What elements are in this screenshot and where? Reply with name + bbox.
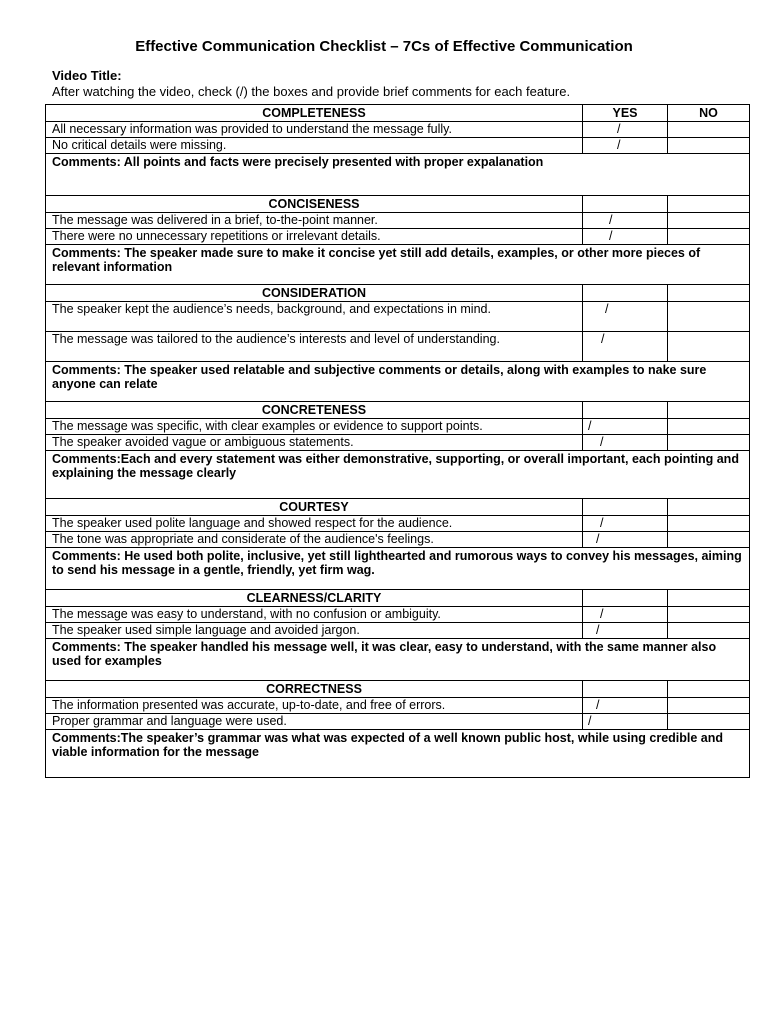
section-header-consideration — [46, 285, 750, 302]
checklist-row — [46, 229, 750, 245]
no-checkbox[interactable] — [668, 698, 750, 714]
no-checkbox[interactable] — [668, 122, 750, 138]
yes-checkbox[interactable] — [583, 419, 668, 435]
section-heading: CONCISENESS — [46, 196, 583, 213]
comment-row — [46, 730, 750, 778]
yes-checkbox[interactable] — [583, 607, 668, 623]
no-checkbox[interactable] — [668, 229, 750, 245]
no-column-header: NO — [668, 105, 750, 122]
checklist-row — [46, 213, 750, 229]
comment-text[interactable]: Comments: The speaker handled his message well, it was clear, easy to understand, with the same manner also used for examples — [46, 639, 750, 681]
criterion-text: The message was tailored to the audience’s interests and level of understanding. — [46, 332, 583, 362]
section-header-conciseness — [46, 196, 750, 213]
comment-text[interactable]: Comments: The speaker used relatable and subjective comments or details, along with examples to nake sure anyone can relate — [46, 362, 750, 402]
checklist-row — [46, 302, 750, 332]
no-checkbox[interactable] — [668, 332, 750, 362]
checklist-row — [46, 698, 750, 714]
video-title-label: Video Title: — [52, 68, 122, 83]
yes-checkbox[interactable] — [583, 714, 668, 730]
no-checkbox[interactable] — [668, 302, 750, 332]
yes-mark: / — [596, 698, 600, 712]
yes-mark: / — [596, 532, 600, 546]
section-header-clarity — [46, 590, 750, 607]
checklist-row — [46, 332, 750, 362]
checklist-row — [46, 435, 750, 451]
yes-mark: / — [609, 229, 613, 243]
no-header-cell — [668, 590, 750, 607]
yes-checkbox[interactable] — [583, 623, 668, 639]
section-heading: CONSIDERATION — [46, 285, 583, 302]
no-checkbox[interactable] — [668, 607, 750, 623]
comment-text[interactable]: Comments: All points and facts were precisely presented with proper expalanation — [46, 154, 750, 196]
checklist-row — [46, 532, 750, 548]
yes-mark: / — [600, 516, 604, 530]
criterion-text: The message was specific, with clear examples or evidence to support points. — [46, 419, 583, 435]
yes-mark: / — [617, 122, 621, 136]
section-header-correctness — [46, 681, 750, 698]
no-header-cell — [668, 499, 750, 516]
yes-checkbox[interactable] — [583, 302, 668, 332]
section-heading: CLEARNESS/CLARITY — [46, 590, 583, 607]
no-checkbox[interactable] — [668, 623, 750, 639]
section-heading: CONCRETENESS — [46, 402, 583, 419]
no-checkbox[interactable] — [668, 714, 750, 730]
yes-checkbox[interactable] — [583, 138, 668, 154]
instructions-text: After watching the video, check (/) the boxes and provide brief comments for each feature. — [52, 84, 571, 99]
yes-mark: / — [617, 138, 621, 152]
yes-column-header: YES — [583, 105, 668, 122]
comment-text[interactable]: Comments:The speaker’s grammar was what was expected of a well known public host, while using credible and viable information for the message — [46, 730, 750, 778]
criterion-text: Proper grammar and language were used. — [46, 714, 583, 730]
yes-checkbox[interactable] — [583, 332, 668, 362]
checklist-row — [46, 516, 750, 532]
comment-text[interactable]: Comments: He used both polite, inclusive, yet still lighthearted and rumorous ways to convey his messages, aiming to send his message in a gentle, friendly, yet firm wag. — [46, 548, 750, 590]
yes-checkbox[interactable] — [583, 122, 668, 138]
criterion-text: The tone was appropriate and considerate of the audience's feelings. — [46, 532, 583, 548]
yes-header-cell — [583, 285, 668, 302]
yes-checkbox[interactable] — [583, 213, 668, 229]
yes-mark: / — [605, 302, 609, 316]
yes-checkbox[interactable] — [583, 532, 668, 548]
yes-checkbox[interactable] — [583, 698, 668, 714]
yes-header-cell — [583, 196, 668, 213]
criterion-text: The speaker kept the audience’s needs, background, and expectations in mind. — [46, 302, 583, 332]
section-header-completeness — [46, 105, 750, 122]
no-header-cell — [668, 402, 750, 419]
criterion-text: The message was easy to understand, with no confusion or ambiguity. — [46, 607, 583, 623]
checklist-row — [46, 714, 750, 730]
checklist-table — [45, 104, 750, 778]
no-header-cell — [668, 196, 750, 213]
comment-text[interactable]: Comments:Each and every statement was either demonstrative, supporting, or overall important, each pointing and explaining the message clearly — [46, 451, 750, 499]
criterion-text: The speaker avoided vague or ambiguous statements. — [46, 435, 583, 451]
comment-row — [46, 245, 750, 285]
no-checkbox[interactable] — [668, 419, 750, 435]
no-checkbox[interactable] — [668, 138, 750, 154]
yes-mark: / — [600, 435, 604, 449]
yes-mark: / — [600, 607, 604, 621]
criterion-text: All necessary information was provided to understand the message fully. — [46, 122, 583, 138]
section-heading: COMPLETENESS — [46, 105, 583, 122]
section-heading: COURTESY — [46, 499, 583, 516]
yes-mark: / — [596, 623, 600, 637]
no-header-cell — [668, 681, 750, 698]
criterion-text: The message was delivered in a brief, to-the-point manner. — [46, 213, 583, 229]
yes-mark: / — [588, 419, 592, 433]
yes-mark: / — [601, 332, 605, 346]
yes-checkbox[interactable] — [583, 435, 668, 451]
no-checkbox[interactable] — [668, 435, 750, 451]
criterion-text: The speaker used polite language and showed respect for the audience. — [46, 516, 583, 532]
yes-header-cell — [583, 402, 668, 419]
yes-header-cell — [583, 499, 668, 516]
comment-row — [46, 548, 750, 590]
comment-row — [46, 362, 750, 402]
criterion-text: The information presented was accurate, up-to-date, and free of errors. — [46, 698, 583, 714]
yes-header-cell — [583, 681, 668, 698]
no-header-cell — [668, 285, 750, 302]
section-header-concreteness — [46, 402, 750, 419]
yes-header-cell — [583, 590, 668, 607]
criterion-text: The speaker used simple language and avoided jargon. — [46, 623, 583, 639]
comment-row — [46, 639, 750, 681]
checklist-row — [46, 138, 750, 154]
no-checkbox[interactable] — [668, 213, 750, 229]
section-heading: CORRECTNESS — [46, 681, 583, 698]
yes-mark: / — [588, 714, 592, 728]
checklist-row — [46, 122, 750, 138]
criterion-text: There were no unnecessary repetitions or irrelevant details. — [46, 229, 583, 245]
comment-row — [46, 451, 750, 499]
checklist-row — [46, 419, 750, 435]
no-checkbox[interactable] — [668, 532, 750, 548]
comment-text[interactable]: Comments: The speaker made sure to make it concise yet still add details, examples, or other more pieces of relevant information — [46, 245, 750, 285]
checklist-row — [46, 623, 750, 639]
document-title: Effective Communication Checklist – 7Cs of Effective Communication — [135, 38, 633, 55]
comment-row — [46, 154, 750, 196]
yes-mark: / — [609, 213, 613, 227]
criterion-text: No critical details were missing. — [46, 138, 583, 154]
no-checkbox[interactable] — [668, 516, 750, 532]
yes-checkbox[interactable] — [583, 229, 668, 245]
yes-checkbox[interactable] — [583, 516, 668, 532]
checklist-row — [46, 607, 750, 623]
section-header-courtesy — [46, 499, 750, 516]
